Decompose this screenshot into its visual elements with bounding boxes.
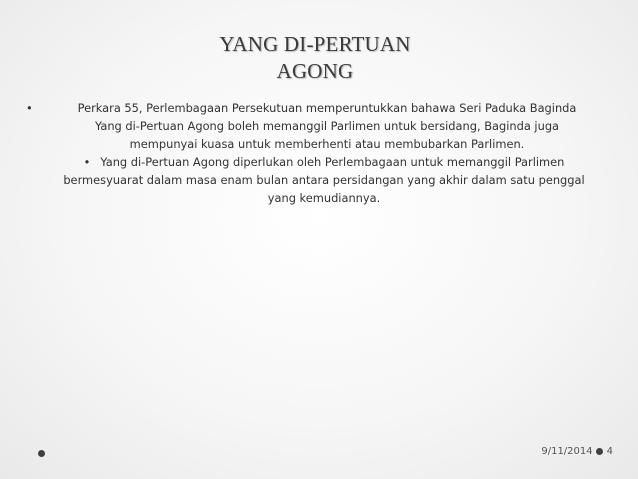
slide-title [150,31,480,85]
bullet-line: yang kemudiannya. [267,191,381,205]
bullet-item [18,99,630,153]
bullet-line: bermesyuarat dalam masa enam bulan antara persidangan yang akhir dalam satu penggal [63,173,585,187]
bullet-line: Yang di-Pertuan Agong boleh memanggil Parlimen untuk bersidang, Baginda juga [94,119,560,133]
footer-separator-dot-icon [596,448,603,455]
bullet-icon: • [83,155,91,169]
slide-footer [541,446,613,457]
bullet-icon: • [26,101,33,115]
bullet-line: Perkara 55, Perlembagaan Persekutuan memperuntukkan bahawa Seri Paduka Baginda [77,101,577,115]
slide-title-line-1: YANG DI-PERTUAN [219,32,411,56]
page-number: 4 [606,446,613,457]
footer-date: 9/11/2014 [541,446,593,457]
slide-title-line-2: AGONG [276,59,354,83]
bullet-item [18,153,630,207]
footer-left-dot-icon [38,450,45,457]
bullet-line: mempunyai kuasa untuk memberhenti atau membubarkan Parlimen. [129,137,525,151]
bullet-line-first [18,153,630,171]
slide-body [18,99,630,207]
bullet-line: Yang di-Pertuan Agong diperlukan oleh Perlembagaan untuk memanggil Parlimen [100,155,565,169]
